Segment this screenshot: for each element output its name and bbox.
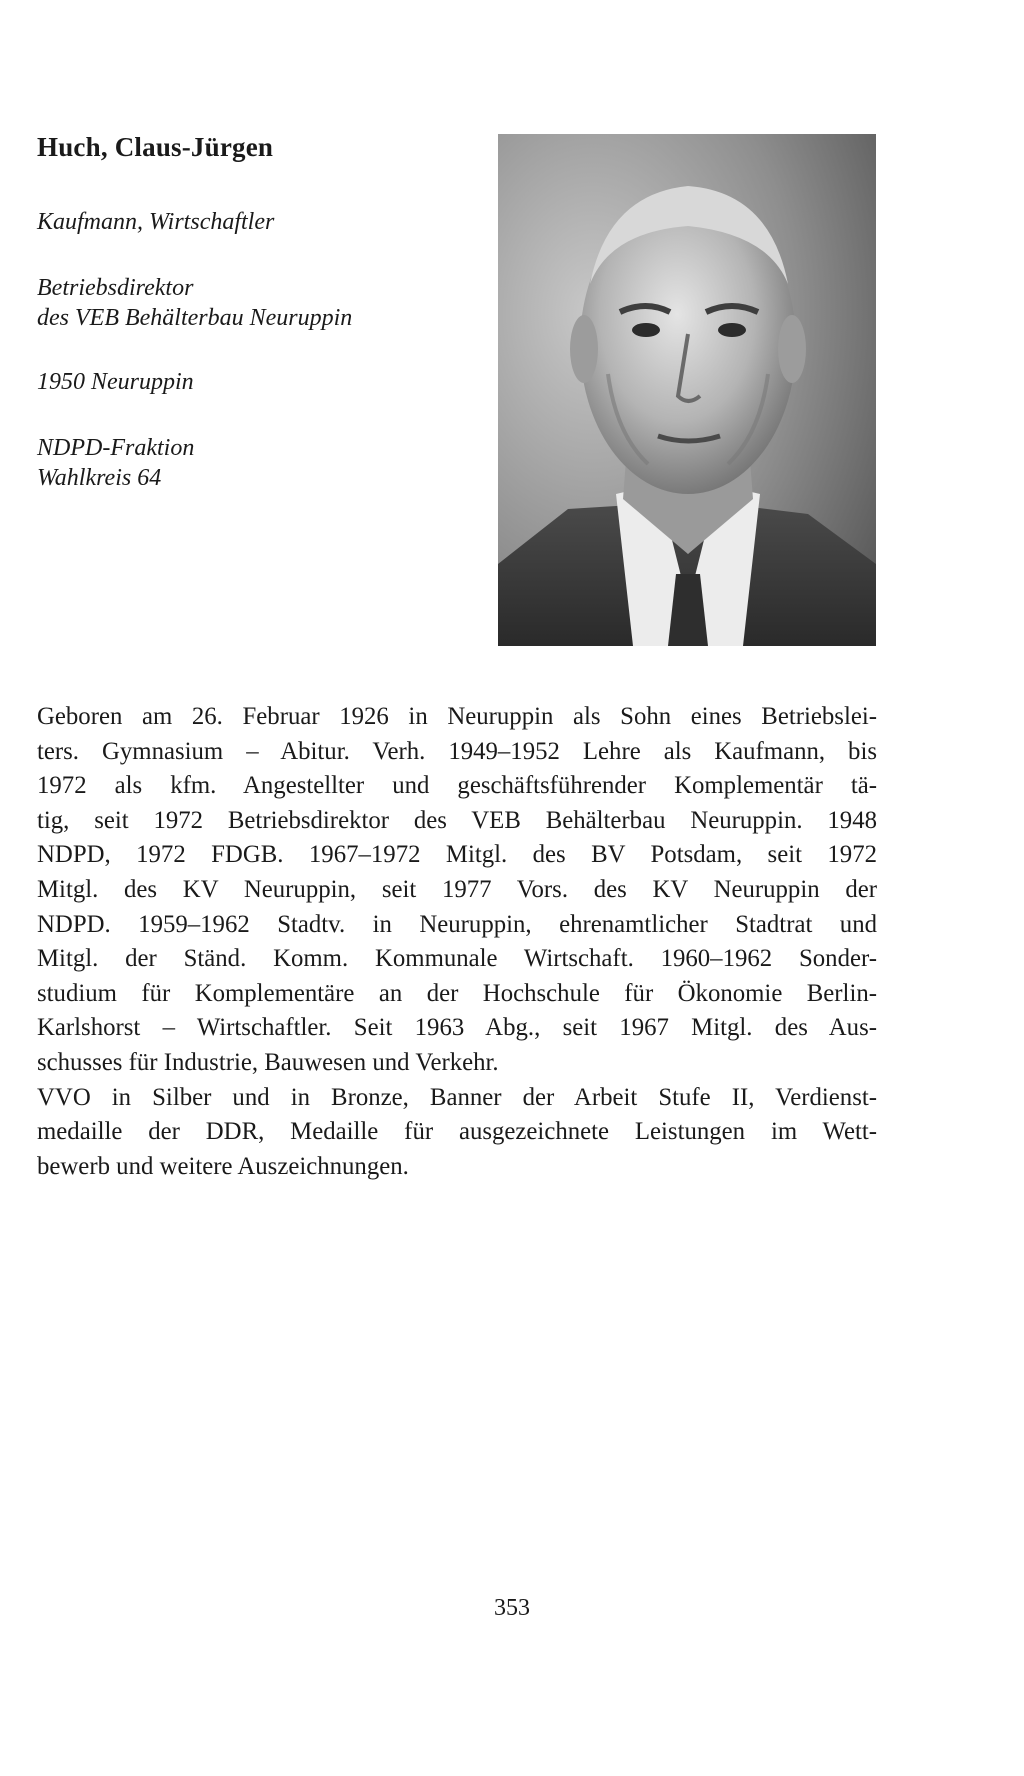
entry-name: Huch, Claus-Jürgen	[37, 132, 274, 162]
entry-position-line2: des VEB Behälterbau Neuruppin	[37, 305, 353, 331]
bio-line: studium für Komplementäre an der Hochschule für Ökonomie Berlin-	[37, 979, 877, 1007]
bio-line: NDPD, 1972 FDGB. 1967–1972 Mitgl. des BV Potsdam, seit 1972	[37, 841, 877, 869]
entry-birth: 1950 Neuruppin	[37, 369, 194, 395]
bio-line: VVO in Silber und in Bronze, Banner der Arbeit Stufe II, Verdienst-	[37, 1083, 877, 1111]
portrait-photo	[498, 134, 876, 646]
bio-line: medaille der DDR, Medaille für ausgezeichnete Leistungen im Wett-	[37, 1118, 877, 1146]
entry-constituency: Wahlkreis 64	[37, 465, 162, 491]
page-number: 353	[494, 1595, 530, 1621]
portrait-illustration	[498, 134, 876, 646]
bio-line: bewerb und weitere Auszeichnungen.	[37, 1152, 409, 1180]
bio-line: 1972 als kfm. Angestellter und geschäftsführender Komplementär tä-	[37, 772, 877, 800]
bio-line: Mitgl. der Ständ. Komm. Kommunale Wirtschaft. 1960–1962 Sonder-	[37, 945, 877, 973]
bio-line: Geboren am 26. Februar 1926 in Neuruppin als Sohn eines Betriebslei-	[37, 703, 877, 730]
bio-line: ters. Gymnasium – Abitur. Verh. 1949–1952 Lehre als Kaufmann, bis	[37, 737, 877, 765]
bio-line: schusses für Industrie, Bauwesen und Verkehr.	[37, 1048, 499, 1076]
entry-position-line1: Betriebsdirektor	[37, 275, 194, 301]
entry-faction: NDPD-Fraktion	[37, 435, 195, 461]
biography-text	[37, 700, 877, 1184]
bio-line: NDPD. 1959–1962 Stadtv. in Neuruppin, ehrenamtlicher Stadtrat und	[37, 910, 877, 938]
bio-line: Mitgl. des KV Neuruppin, seit 1977 Vors. des KV Neuruppin der	[37, 875, 877, 903]
entry-profession: Kaufmann, Wirtschaftler	[37, 209, 275, 235]
bio-line: tig, seit 1972 Betriebsdirektor des VEB Behälterbau Neuruppin. 1948	[37, 806, 877, 834]
bio-line: Karlshorst – Wirtschaftler. Seit 1963 Abg., seit 1967 Mitgl. des Aus-	[37, 1014, 877, 1042]
